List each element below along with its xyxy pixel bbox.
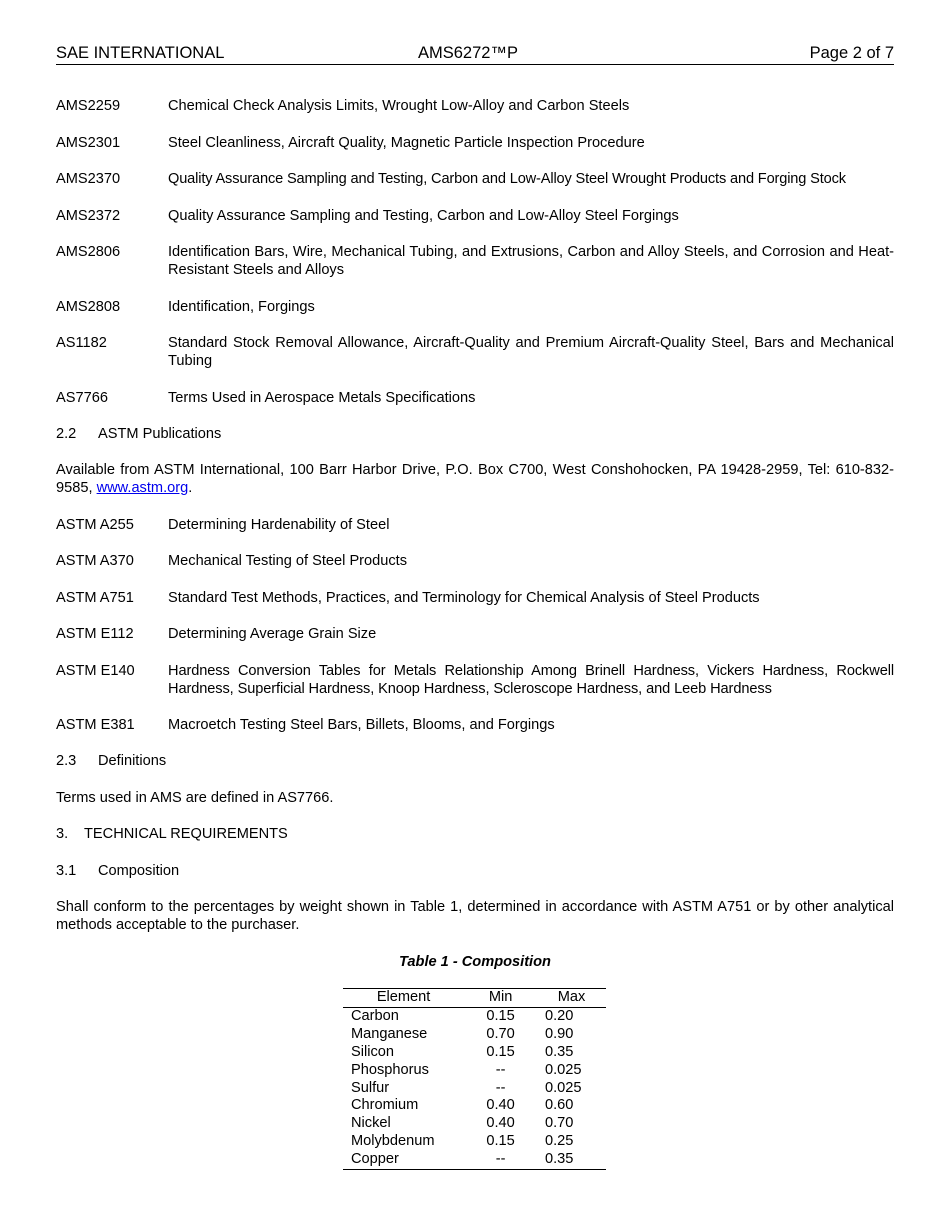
definitions-paragraph: Terms used in AMS are defined in AS7766.: [56, 790, 334, 806]
table-row: [343, 1097, 606, 1115]
max-cell: 0.20: [544, 1007, 574, 1024]
max-cell: 0.25: [544, 1133, 574, 1150]
reference-item: [56, 552, 894, 570]
reference-title: Identification Bars, Wire, Mechanical Tubing, and Extrusions, Carbon and Alloy Steels, and Corrosion and Heat-Resistant Steels and Alloys: [168, 244, 894, 278]
reference-code: AMS2808: [56, 299, 121, 315]
table-row: [343, 1151, 606, 1169]
min-cell: --: [495, 1151, 506, 1168]
reference-item: [56, 298, 894, 316]
table-body: [343, 1007, 606, 1169]
astm-website-link[interactable]: www.astm.org: [96, 480, 189, 496]
element-cell: Manganese: [351, 1025, 428, 1042]
reference-code: AMS2806: [56, 244, 121, 260]
reference-title: Macroetch Testing Steel Bars, Billets, Blooms, and Forgings: [168, 717, 555, 733]
section-number: 3.1: [56, 863, 77, 879]
section-title: Definitions: [98, 753, 167, 769]
min-cell: 0.15: [486, 1007, 515, 1024]
reference-item: [56, 662, 894, 698]
table-header-row: [343, 989, 606, 1008]
reference-code: AMS2372: [56, 208, 121, 224]
reference-code: ASTM A255: [56, 517, 134, 533]
section-number: 2.2: [56, 426, 77, 442]
table-row: [343, 1062, 606, 1080]
table-row: [343, 1026, 606, 1044]
table-row: [343, 1080, 606, 1098]
table-row: [343, 1115, 606, 1133]
section-heading-2-3: [56, 752, 166, 770]
element-cell: Chromium: [351, 1097, 419, 1114]
element-cell: Sulfur: [351, 1079, 390, 1096]
reference-title: Quality Assurance Sampling and Testing, Carbon and Low-Alloy Steel Wrought Products and Forging Stock: [168, 171, 846, 187]
reference-item: [56, 97, 894, 115]
reference-title: Steel Cleanliness, Aircraft Quality, Magnetic Particle Inspection Procedure: [168, 135, 645, 151]
element-cell: Molybdenum: [351, 1133, 435, 1150]
table-row: [343, 1133, 606, 1151]
reference-code: ASTM A370: [56, 553, 134, 569]
reference-title: Determining Average Grain Size: [168, 626, 377, 642]
reference-item: [56, 625, 894, 643]
section-title: TECHNICAL REQUIREMENTS: [84, 826, 288, 842]
astm-availability-end: .: [188, 480, 193, 496]
composition-paragraph: Shall conform to the percentages by weight shown in Table 1, determined in accordance with ASTM A751 or by other analytical methods acceptable to the purchaser.: [56, 899, 894, 933]
astm-availability-paragraph: [56, 461, 894, 497]
column-header: Element: [376, 989, 431, 1005]
section-heading-3: [56, 825, 288, 843]
max-cell: 0.025: [544, 1061, 582, 1078]
min-cell: --: [495, 1061, 506, 1078]
composition-table: [343, 988, 606, 1170]
reference-item: [56, 170, 894, 188]
reference-item: [56, 243, 894, 279]
element-cell: Phosphorus: [351, 1061, 429, 1078]
reference-title: Hardness Conversion Tables for Metals Relationship Among Brinell Hardness, Vickers Hardness, Rockwell Hardness, Superficial Hardness, Knoop Hardness, Scleroscope Hardness, and Leeb Hardness: [168, 663, 894, 697]
reference-item: [56, 716, 894, 734]
section-title: ASTM Publications: [98, 426, 222, 442]
table-caption: Table 1 - Composition: [399, 954, 551, 970]
table-row: [343, 1007, 606, 1025]
max-cell: 0.35: [544, 1151, 574, 1168]
element-cell: Copper: [351, 1151, 399, 1168]
reference-code: ASTM A751: [56, 590, 134, 606]
reference-item: [56, 134, 894, 152]
page-header: [56, 44, 894, 65]
section-number: 2.3: [56, 753, 77, 769]
reference-title: Identification, Forgings: [168, 299, 315, 315]
reference-code: AMS2370: [56, 171, 121, 187]
max-cell: 0.70: [544, 1115, 574, 1132]
header-page-number: Page 2 of 7: [809, 44, 894, 62]
reference-item: [56, 334, 894, 370]
reference-code: AMS2301: [56, 135, 121, 151]
header-org: SAE INTERNATIONAL: [56, 44, 225, 62]
section-heading-3-1: [56, 862, 179, 880]
element-cell: Silicon: [351, 1043, 394, 1060]
reference-code: AS1182: [56, 335, 107, 351]
column-header: Max: [557, 989, 586, 1005]
max-cell: 0.025: [544, 1079, 582, 1096]
reference-item: [56, 389, 894, 407]
reference-item: [56, 207, 894, 225]
section-number: 3.: [56, 826, 69, 842]
reference-title: Terms Used in Aerospace Metals Specifications: [168, 390, 476, 406]
reference-item: [56, 589, 894, 607]
reference-title: Standard Stock Removal Allowance, Aircraft-Quality and Premium Aircraft-Quality Steel, Bars and Mechanical Tubing: [168, 335, 894, 369]
section-title: Composition: [98, 863, 180, 879]
reference-title: Determining Hardenability of Steel: [168, 517, 390, 533]
max-cell: 0.90: [544, 1025, 574, 1042]
reference-code: AMS2259: [56, 98, 121, 114]
reference-item: [56, 516, 894, 534]
max-cell: 0.35: [544, 1043, 574, 1060]
reference-title: Chemical Check Analysis Limits, Wrought Low-Alloy and Carbon Steels: [168, 98, 630, 114]
reference-code: ASTM E112: [56, 626, 134, 642]
element-cell: Carbon: [351, 1007, 399, 1024]
reference-title: Standard Test Methods, Practices, and Terminology for Chemical Analysis of Steel Products: [168, 590, 760, 606]
header-doc-number: AMS6272™P: [418, 44, 518, 62]
column-header: Min: [488, 989, 513, 1005]
max-cell: 0.60: [544, 1097, 574, 1114]
min-cell: 0.15: [486, 1043, 515, 1060]
reference-code: ASTM E140: [56, 663, 135, 679]
reference-title: Mechanical Testing of Steel Products: [168, 553, 408, 569]
element-cell: Nickel: [351, 1115, 391, 1132]
table-row: [343, 1044, 606, 1062]
min-cell: 0.70: [486, 1025, 515, 1042]
reference-code: AS7766: [56, 390, 108, 406]
reference-title: Quality Assurance Sampling and Testing, Carbon and Low-Alloy Steel Forgings: [168, 208, 679, 224]
min-cell: --: [495, 1079, 506, 1096]
reference-code: ASTM E381: [56, 717, 135, 733]
min-cell: 0.15: [486, 1133, 515, 1150]
min-cell: 0.40: [486, 1115, 515, 1132]
section-heading-2-2: [56, 425, 221, 443]
astm-availability-text: Available from ASTM International, 100 Barr Harbor Drive, P.O. Box C700, West Conshohocken, PA 19428-2959, Tel: 610-832-9585,: [56, 462, 894, 496]
min-cell: 0.40: [486, 1097, 515, 1114]
